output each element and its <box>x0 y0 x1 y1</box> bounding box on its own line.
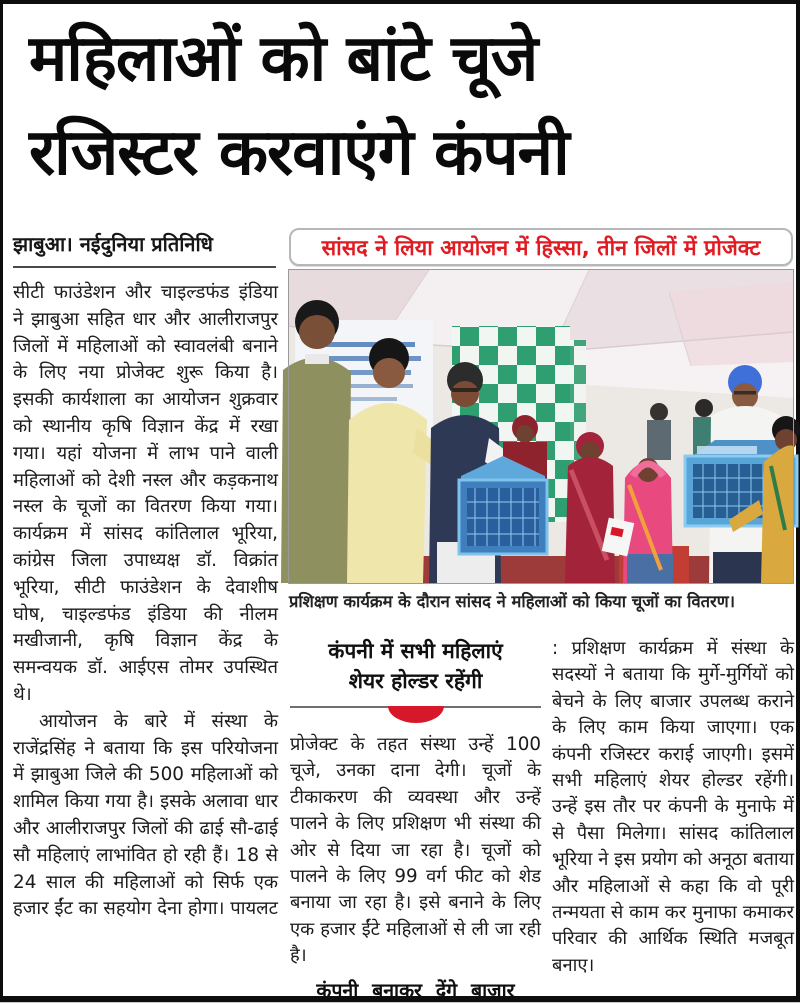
headline-line-1: महिलाओं को बांटे चूजे <box>29 21 538 96</box>
right-column-text: : प्रशिक्षण कार्यक्रम में संस्था के सदस्यों ने बताया कि मुर्गे-मुर्गियों को बेचने के लिए बाजार उपलब्ध कराने के लिए काम किया जाएगा। एक कंपनी रजिस्टर कराई जाएगी। इसमें सभी महिलाएं शेयर होल्डर रहेंगी। उन्हें इस तौर पर कंपनी के मुनाफे में से पैसा मिलेगा। सांसद कांतिलाल भूरिया ने इस प्रयोग को अनूठा बताया और महिलाओं से कहा कि वो पूरी तन्मयता से काम कर मुनाफा कमाकर परिवार की आर्थिक स्थिति मजबूत बनाए। <box>552 638 794 976</box>
page-title <box>29 12 791 200</box>
middle-column <box>290 636 541 1002</box>
byline: झाबुआ। नईदुनिया प्रतिनिधि <box>13 232 213 256</box>
subheading-divider <box>290 706 541 724</box>
kicker-banner <box>289 228 793 266</box>
middle-subheading-line-2: शेयर होल्डर रहेंगी <box>348 669 483 693</box>
photo-caption: प्रशिक्षण कार्यक्रम के दौरान सांसद ने महिलाओं को किया चूजों का वितरण। <box>289 592 735 611</box>
kicker-text: सांसद ने लिया आयोजन में हिस्सा, तीन जिलों में प्रोजेक्ट <box>321 235 761 261</box>
middle-subheading-line-1: कंपनी में सभी महिलाएं <box>328 639 503 663</box>
red-semicircle-ornament <box>388 706 444 723</box>
woman-pink-sari <box>623 458 673 583</box>
event-photo-illustration <box>289 270 793 583</box>
byline-divider <box>13 266 276 268</box>
middle-column-text: प्रोजेक्ट के तहत संस्था उन्हें 100 चूजे, उनका दाना देगी। चूजों के टीकाकरण की व्यवस्था और उन्हें पालने के लिए प्रशिक्षण भी संस्था की ओर से दिया जा रहा है। चूजों को पालने के लिए 99 वर्ग फीट को शेड बनाया जा रहा है। इसे बनाने के लिए एक हजार ईंटे महिलाओं से ली जा रही है। <box>290 734 541 967</box>
left-paragraph-2: आयोजन के बारे में संस्था के राजेंद्रसिंह ने बताया कि इस परियोजना में झाबुआ जिले की 500 महिलाओं को शामिल किया गया है। इसके अलावा धार और आलीराजपुर जिलों की ढाई सौ-ढाई सौ महिलाएं लाभांवित हो रही हैं। 18 से 24 साल की महिलाओं को सिर्फ एक हजार ईंट का सहयोग देना होगा। पायलट <box>13 710 278 920</box>
left-column-text <box>13 280 278 982</box>
chick-cage-center <box>459 456 547 554</box>
middle-subheading-2: कंपनी बनाकर देंगे बाजार <box>316 978 515 1002</box>
headline-line-2: रजिस्टर करवाएंगे कंपनी <box>29 115 569 190</box>
event-photo <box>289 270 793 583</box>
middle-subheading <box>290 636 541 696</box>
left-paragraph-1: सीटी फाउंडेशन और चाइल्डफंड इंडिया ने झाबुआ सहित धार और आलीराजपुर जिलों में महिलाओं को स्वावलंबी बनाने के लिए नया प्रोजेक्ट शुरू किया है। इसकी कार्यशाला का आयोजन शुक्रवार को स्थानीय कृषि विज्ञान केंद्र में रखा गया। यहां योजना में लाभ पाने वाली महिलाओं को देशी नस्ल और कड़कनाथ नस्ल के चूजों का वितरण किया गया। कार्यक्रम में सांसद कांतिलाल भूरिया, कांग्रेस जिला उपाध्यक्ष डॉ. विक्रांत भूरिया, सीटी फाउंडेशन के देवाशीष घोष, चाइल्डफंड इंडिया की नीलम मखीजानी, कृषि विज्ञान केंद्र के समन्वयक डॉ. आईएस तोमर उपस्थित थे। <box>13 282 278 705</box>
